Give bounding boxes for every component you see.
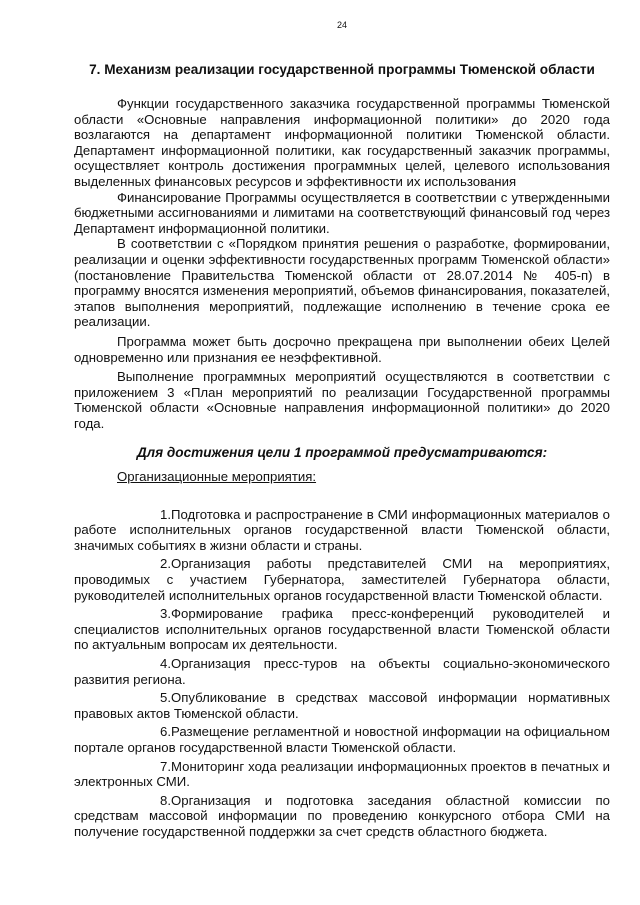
item-text: Мониторинг хода реализации информационных проектов в печатных и электронных СМИ. [74, 758, 610, 790]
paragraph-procedure: В соответствии с «Порядком принятия решения о разработке, формировании, реализации и оценки эффективности государственных программ Тюменской области» (постановление Правительства Тюменской области от 28.07.2014 № 405-п) в программу вносятся изменения мероприятий, объемов финансирования, показателей, этапов выполнения мероприятий, подлежащие исполнению в течение срока ее реализации. [74, 236, 610, 330]
list-item [74, 724, 610, 755]
list-item [74, 556, 610, 603]
list-item [74, 793, 610, 840]
paragraph-termination: Программа может быть досрочно прекращена при выполнении обеих Целей одновременно или признания ее неэффективной. [74, 333, 610, 365]
paragraph-implementation: Выполнение программных мероприятий осуществляются в соответствии с приложением 3 «План мероприятий по реализации Государственной программы Тюменской области «Основные направления информационной политики» до 2020 года. [74, 369, 610, 431]
item-number: 4. [160, 656, 171, 671]
page-number: 24 [336, 20, 347, 30]
paragraph-customer-functions: Функции государственного заказчика государственной программы Тюменской области «Основные направления информационной политики» до 2020 года возлагаются на департамент информационной политики Тюменской области. Департамент информационной политики, как государственный заказчик программы, осуществляет контроль достижения программных целей, целевого использования выделенных финансовых ресурсов и эффективности их использования [74, 96, 610, 189]
item-number: 7. [160, 758, 171, 774]
section-title: 7. Механизм реализации государственной программы Тюменской области [89, 62, 595, 77]
item-text: Организация пресс-туров на объекты социально-экономического развития региона. [74, 656, 610, 687]
list-item [74, 690, 610, 721]
list-item [74, 507, 610, 554]
item-number: 1. [160, 506, 171, 522]
item-text: Размещение регламентной и новостной информации на официальном портале органов государственной власти Тюменской области. [74, 724, 610, 755]
item-number: 3. [160, 606, 171, 622]
item-text: Организация и подготовка заседания областной комиссии по средствам массовой информации по проведению конкурсного отбора СМИ на получение государственной поддержки за счет средств областного бюджета. [74, 792, 610, 839]
item-number: 5. [160, 690, 171, 706]
item-text: Подготовка и распространение в СМИ информационных материалов о работе исполнительных органов государственной власти Тюменской области, значимых событиях в жизни области и страны. [74, 506, 610, 553]
list-item [74, 606, 610, 653]
list-item [74, 656, 610, 687]
org-subheading [74, 469, 610, 485]
item-text: Опубликование в средствах массовой информации нормативных правовых актов Тюменской области. [74, 690, 610, 721]
measures-list [74, 507, 610, 840]
item-text: Организация работы представителей СМИ на мероприятиях, проводимых с участием Губернатора, заместителей Губернатора области, руководителей исполнительных органов государственной власти Тюменской области. [74, 556, 610, 603]
paragraph-financing: Финансирование Программы осуществляется в соответствии с утвержденными бюджетными ассигнованиями и лимитами на соответствующий финансовый год через Департамент информационной политики. [74, 189, 610, 236]
list-item [74, 759, 610, 790]
item-number: 8. [160, 792, 171, 808]
item-text: Формирование графика пресс-конференций руководителей и специалистов исполнительных органов государственной власти Тюменской области по актуальным вопросам их деятельности. [74, 606, 610, 653]
org-subheading-text: Организационные мероприятия: [117, 469, 317, 485]
item-number: 6. [160, 724, 171, 740]
item-number: 2. [160, 556, 171, 572]
goal-heading: Для достижения цели 1 программой предусматриваются: [136, 445, 548, 461]
document-page [74, 20, 610, 843]
